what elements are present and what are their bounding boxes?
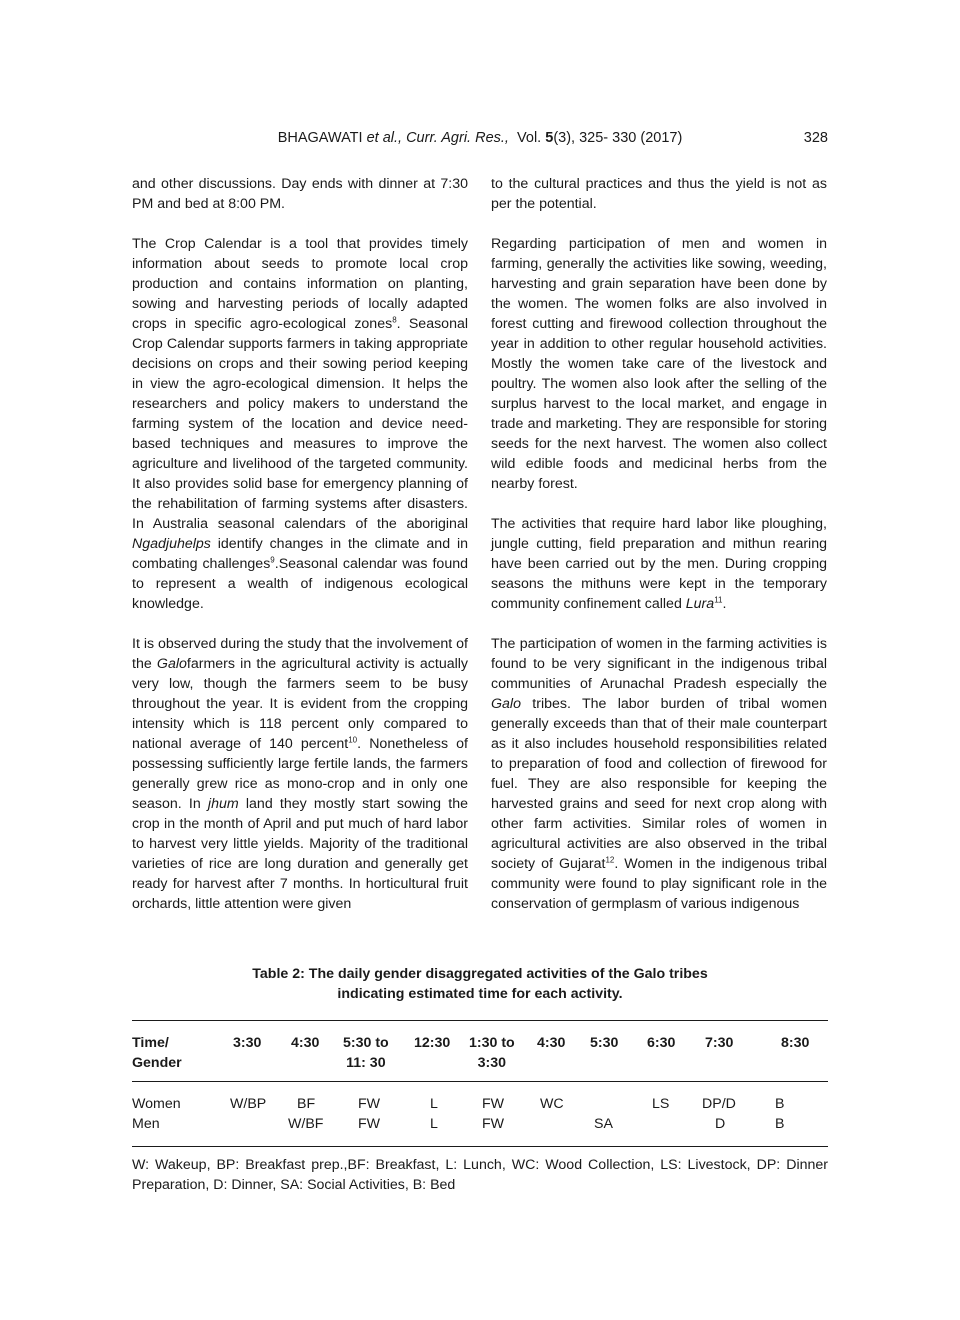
- table-cell: FW: [482, 1096, 505, 1112]
- header-time-line: 6:30: [647, 1035, 676, 1051]
- paragraph: [132, 174, 468, 214]
- table-header-row: [132, 1021, 828, 1081]
- header-vol-num: 5: [545, 130, 554, 146]
- italic-term: Galo: [491, 696, 521, 712]
- italic-term: Lura: [685, 596, 715, 612]
- header-time: [781, 1033, 809, 1053]
- header-time-line: 5:30 to: [343, 1035, 389, 1051]
- header-time-gender: [132, 1033, 182, 1073]
- table-cell: WC: [540, 1096, 564, 1112]
- italic-term: Galo: [156, 656, 187, 672]
- paragraph-text: and other discussions. Day ends with dinner at 7:30 PM and bed at 8:00 PM.: [132, 176, 468, 212]
- right-column: [491, 174, 827, 934]
- header-time-line: 11: 30: [346, 1055, 386, 1071]
- header-time-line: 12:30: [414, 1035, 451, 1051]
- paragraph-text: The participation of women in the farming activities is found to be very significant in the indigenous tribal communities of Arunachal Pradesh especially the: [491, 636, 827, 692]
- table-footnote: W: Wakeup, BP: Breakfast prep.,BF: Breakfast, L: Lunch, WC: Wood Collection, LS: Livestock, DP: Dinner Preparation, D: Dinner, SA: Social Activities, B: Bed: [132, 1157, 828, 1193]
- running-header: [0, 130, 960, 152]
- paragraph-text: . Women in the indigenous tribal community were found to play significant role in the conservation of germplasm of various indigenous: [491, 856, 828, 912]
- paragraph-text: The activities that require hard labor like ploughing, jungle cutting, field preparation and mithun rearing have been carried out by the men. During cropping seasons the mithuns were kept in the temporary community confinement called: [491, 516, 827, 612]
- table-cell: B: [775, 1096, 785, 1112]
- table-cell: L: [430, 1096, 438, 1112]
- paragraph-text: . Nonetheless of possessing sufficiently large fertile lands, the farmers generally grew rice as mono-crop and in only one season. In: [132, 736, 469, 812]
- activity-table: [132, 1020, 828, 1147]
- header-time-line: 4:30: [291, 1035, 320, 1051]
- header-time: [590, 1033, 618, 1053]
- table-section: [132, 964, 828, 1195]
- header-time: [705, 1033, 733, 1053]
- table-cell: W/BP: [230, 1096, 267, 1112]
- paragraph-text: land they mostly start sowing the crop in the month of April and put much of hard labor to harvest very little yields. Majority of the traditional varieties of rice are long duration and generally get ready for harvest after 7 months. In horticultural fruit orchards, little attention were given: [132, 796, 468, 912]
- table-bottom-rule: [132, 1146, 828, 1147]
- table-cell: SA: [594, 1116, 613, 1132]
- paragraph-text: tribes. The labor burden of tribal women generally exceeds than that of their male counterpart as it also includes household responsibilities related to preparation of food and collection of firewood for fuel. They are also responsible for keeping the harvested grains and seed for next crop along with other farm activities. Similar roles of women in agricultural activities are also observed in the tribal society of Gujarat: [491, 696, 827, 872]
- table-caption-line: indicating estimated time for each activity.: [337, 986, 623, 1002]
- paragraph-text: . Seasonal Crop Calendar supports farmers in taking appropriate decisions on crops and their sowing period keeping in view the agro-ecological dimension. It helps the researchers and policy makers to understand the farming system of the location and device need-based techniques and measures to improve the agriculture and livelihood of the targeted community. It also provides solid base for emergency planning of the rehabilitation of farming systems after disasters. In Australia seasonal calendars of the aboriginal: [132, 316, 469, 532]
- table-cell: L: [430, 1116, 438, 1132]
- header-time: [647, 1033, 675, 1053]
- header-label-line: Gender: [132, 1055, 182, 1071]
- table-caption: [132, 964, 828, 1004]
- table-cell: FW: [482, 1116, 505, 1132]
- header-time-line: 5:30: [590, 1035, 619, 1051]
- header-time-line: 8:30: [781, 1035, 810, 1051]
- reference-superscript: 8: [392, 315, 397, 325]
- header-time-line: 4:30: [537, 1035, 566, 1051]
- table-cell: BF: [297, 1096, 316, 1112]
- table-cell: FW: [358, 1096, 381, 1112]
- table-body: [132, 1082, 828, 1146]
- header-issue-pages: (3), 325- 330 (2017): [553, 130, 683, 146]
- header-time: [414, 1033, 450, 1053]
- italic-term: jhum: [207, 796, 239, 812]
- header-time: [469, 1033, 515, 1073]
- paragraph: [491, 634, 827, 914]
- row-gender-women: Women: [132, 1096, 181, 1112]
- table-cell: DP/D: [702, 1096, 736, 1112]
- header-time: [343, 1033, 389, 1073]
- header-time-line: 3:30: [477, 1055, 507, 1071]
- paragraph: [491, 174, 827, 214]
- reference-superscript: 10: [348, 735, 358, 745]
- header-time: [233, 1033, 261, 1053]
- header-label-line: Time/: [132, 1035, 169, 1051]
- paragraph-text: The Crop Calendar is a tool that provides timely information about seeds to promote local crop production and contains information on planting, sowing and harvesting periods of locally adapted crops in specific agro-ecological zones: [132, 236, 468, 332]
- reference-superscript: 11: [714, 595, 723, 605]
- paragraph: [132, 234, 468, 614]
- table-cell: D: [715, 1116, 726, 1132]
- header-time-line: 1:30 to: [469, 1035, 515, 1051]
- table-caption-line: Table 2: The daily gender disaggregated activities of the Galo tribes: [252, 966, 708, 982]
- italic-term: Ngadjuhelps: [132, 536, 211, 552]
- paragraph-text: .Seasonal calendar was found to represent a wealth of indigenous ecological knowledge.: [132, 556, 468, 612]
- reference-superscript: 12: [605, 855, 615, 865]
- reference-superscript: 9: [270, 555, 275, 565]
- paragraph-text: Regarding participation of men and women in farming, generally the activities like sowing, weeding, harvesting and grain separation have been done by the women. The women folks are also involved in forest cutting and firewood collection throughout the year in addition to other regular household activities. Mostly the women take care of the livestock and poultry. The women also look after the selling of the surplus harvest to the local market, and engage in trade and marketing. They are responsible for storing seeds for the next harvest. The women also collect wild edible foods and medicinal herbs from the nearby forest.: [491, 236, 827, 492]
- table-cell: LS: [652, 1096, 670, 1112]
- left-column: [132, 174, 468, 934]
- table-cell: B: [775, 1116, 785, 1132]
- paragraph-text: to the cultural practices and thus the yield is not as per the potential.: [491, 176, 827, 212]
- header-author: BHAGAWATI: [277, 130, 363, 146]
- paragraph-text: identify changes in the climate and in combating challenges: [132, 536, 468, 572]
- header-time: [291, 1033, 319, 1053]
- page-number: 328: [803, 130, 828, 146]
- paragraph: [491, 234, 827, 494]
- table-cell: FW: [358, 1116, 381, 1132]
- header-time-line: 7:30: [705, 1035, 734, 1051]
- row-gender-men: Men: [132, 1116, 160, 1132]
- header-vol-label: Vol.: [517, 130, 542, 146]
- paragraph: [132, 634, 468, 914]
- header-time: [537, 1033, 565, 1053]
- table-cell: W/BF: [288, 1116, 324, 1132]
- paragraph-text: farmers in the agricultural activity is actually very low, though the farmers seem to be busy throughout the year. It is evident from the cropping intensity which is 118 percent only compared to national average of 140 percent: [132, 656, 468, 752]
- paragraph: [491, 514, 827, 614]
- paragraph-text: .: [722, 596, 727, 612]
- paragraph-text: It is observed during the study that the involvement of the: [132, 636, 468, 672]
- header-journal: et al., Curr. Agri. Res.,: [366, 130, 509, 146]
- header-time-line: 3:30: [233, 1035, 262, 1051]
